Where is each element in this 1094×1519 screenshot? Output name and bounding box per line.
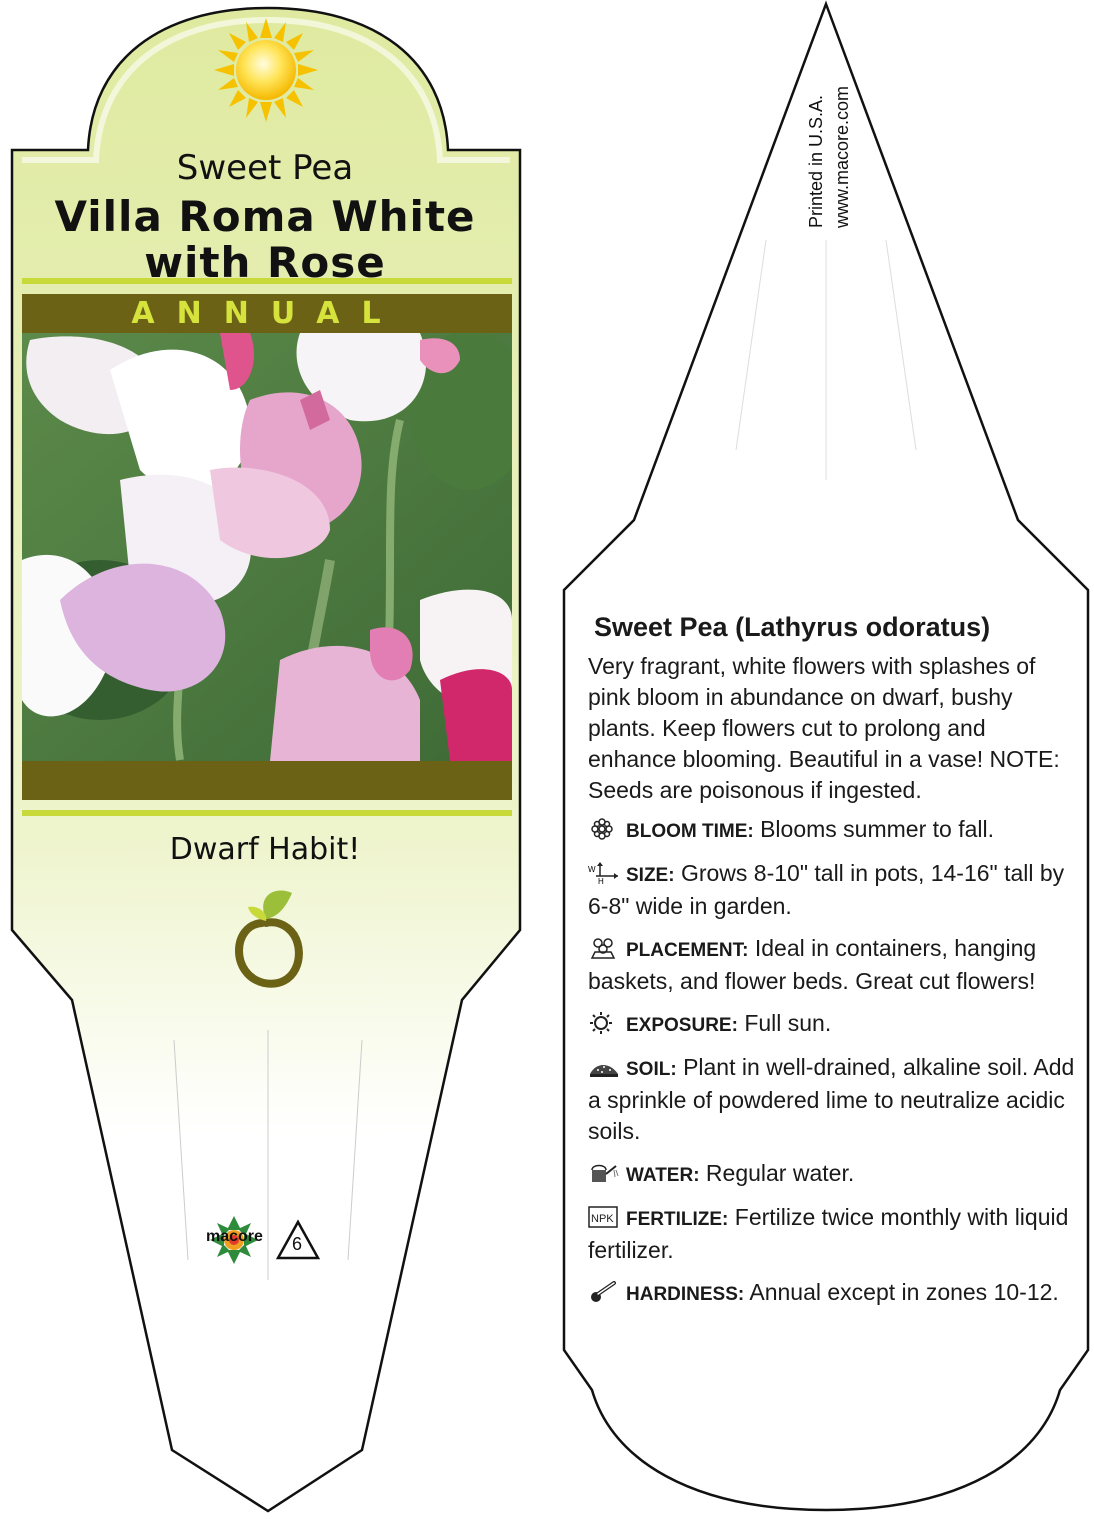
hardiness-row: HARDINESS: Annual except in zones 10-12. — [588, 1277, 1076, 1310]
thermometer-icon — [588, 1281, 620, 1303]
plant-description: Very fragrant, white flowers with splashes of pink bloom in abundance on dwarf, bushy plants. Keep flowers cut to prolong and enhance blooming. Beautiful in a vase! NOTE: Seeds are poisonous if ingested. — [588, 653, 1060, 803]
printed-in-label: Printed in U.S.A. — [806, 94, 826, 228]
sun-icon — [214, 18, 318, 122]
habit-label: Dwarf Habit! — [169, 832, 361, 867]
svg-text:H: H — [598, 877, 604, 884]
flower-icon — [588, 818, 620, 840]
soil-row: SOIL: Plant in well-drained, alkaline soil. Add a sprinkle of powdered lime to neutralize acidic soils. — [588, 1054, 1075, 1144]
water-row: WATER: Regular water. — [588, 1158, 1076, 1191]
soil-icon — [588, 1056, 620, 1078]
placement-row: PLACEMENT: Ideal in containers, hanging baskets, and flower beds. Great cut flowers! — [588, 935, 1037, 994]
annual-banner: ANNUAL — [131, 296, 403, 331]
size-icon — [588, 862, 620, 884]
svg-text:W: W — [588, 865, 596, 874]
watering-can-icon — [588, 1162, 620, 1184]
placement-icon — [588, 937, 620, 959]
website-label: www.macore.com — [832, 85, 852, 228]
recycle-code: 6 — [292, 1234, 303, 1254]
size-row: W H SIZE: Grows 8-10" tall in pots, 14-16" tall by 6-8" wide in garden. — [588, 860, 1065, 919]
variety-name-line-1: Villa Roma White — [54, 192, 476, 241]
flower-photo — [10, 330, 530, 761]
svg-text:NPK: NPK — [591, 1213, 614, 1225]
plant-title: Sweet Pea (Lathyrus odoratus) — [594, 612, 991, 642]
variety-common-name: Sweet Pea — [176, 148, 354, 188]
npk-icon — [588, 1206, 620, 1228]
care-info — [588, 612, 1076, 1321]
bloom-time-row: BLOOM TIME: Blooms summer to fall. — [588, 814, 1076, 847]
brand-name: macore — [206, 1228, 263, 1245]
fertilize-row: NPK FERTILIZE: Fertilize twice monthly with liquid fertilizer. — [588, 1204, 1069, 1263]
sun-icon — [588, 1012, 620, 1034]
exposure-row: EXPOSURE: Full sun. — [588, 1008, 1076, 1041]
variety-name-line-2: with Rose — [144, 238, 386, 287]
